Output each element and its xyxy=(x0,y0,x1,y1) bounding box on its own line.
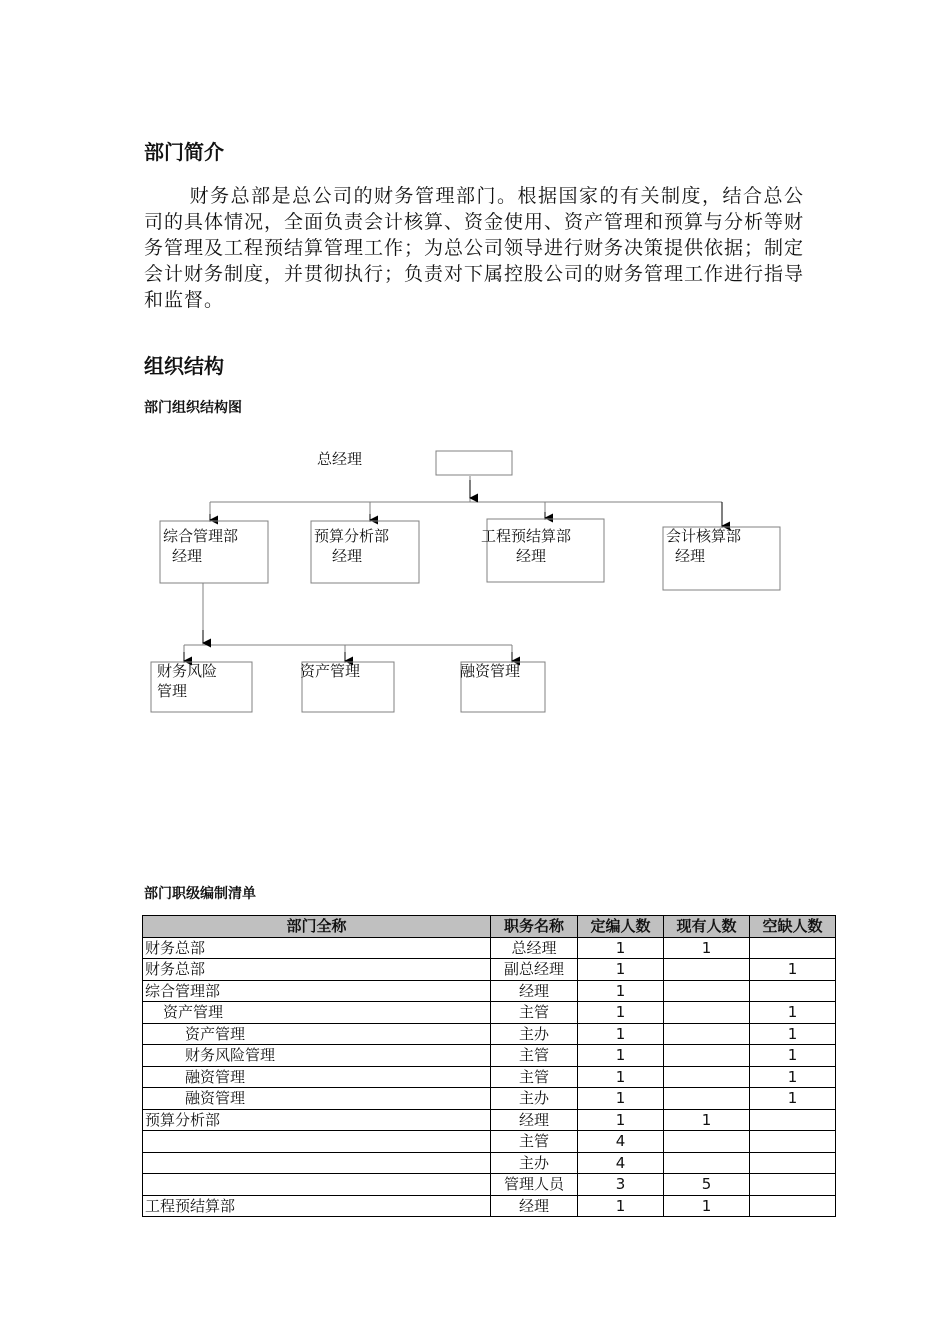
org-l2-label: 管理 xyxy=(157,682,188,700)
intro-paragraph: 财务总部是总公司的财务管理部门。根据国家的有关制度，结合总公司的具体情况，全面负责会计核算、资金使用、资产管理和预算与分析等财务管理及工程预结算管理工作；为总公司领导进行财务决策提供依据；制定会计财务制度，并贯彻执行；负责对下属控股公司的财务管理工作进行指导和监督。 xyxy=(144,185,805,311)
quota-cell: 1 xyxy=(578,1066,664,1088)
quota-cell: 1 xyxy=(578,1195,664,1217)
current-cell xyxy=(664,1066,750,1088)
org-chart-title: 部门组织结构图 xyxy=(144,400,242,416)
current-cell xyxy=(664,1088,750,1110)
col-header: 空缺人数 xyxy=(750,916,836,938)
current-cell xyxy=(664,980,750,1002)
title-cell: 经理 xyxy=(491,980,578,1002)
title-cell: 主办 xyxy=(491,1023,578,1045)
staffing-table xyxy=(142,915,836,1217)
dept-cell: 融资管理 xyxy=(143,1088,491,1110)
table-row xyxy=(143,1195,836,1217)
table-row xyxy=(143,1109,836,1131)
current-cell: 1 xyxy=(664,937,750,959)
vacant-cell: 1 xyxy=(750,1066,836,1088)
vacant-cell xyxy=(750,1195,836,1217)
vacant-cell xyxy=(750,937,836,959)
quota-cell: 1 xyxy=(578,1002,664,1024)
dept-cell: 财务风险管理 xyxy=(143,1045,491,1067)
vacant-cell xyxy=(750,1174,836,1196)
org-top-label: 总经理 xyxy=(317,450,363,468)
current-cell: 1 xyxy=(664,1195,750,1217)
title-cell: 主管 xyxy=(491,1002,578,1024)
table-row xyxy=(143,1131,836,1153)
vacant-cell: 1 xyxy=(750,1002,836,1024)
vacant-cell: 1 xyxy=(750,1023,836,1045)
current-cell: 5 xyxy=(664,1174,750,1196)
title-cell: 主办 xyxy=(491,1088,578,1110)
quota-cell: 1 xyxy=(578,980,664,1002)
table-row xyxy=(143,1152,836,1174)
quota-cell: 1 xyxy=(578,1088,664,1110)
dept-cell: 预算分析部 xyxy=(143,1109,491,1131)
dept-cell: 融资管理 xyxy=(143,1066,491,1088)
title-cell: 经理 xyxy=(491,1195,578,1217)
vacant-cell: 1 xyxy=(750,1088,836,1110)
dept-cell: 资产管理 xyxy=(143,1023,491,1045)
table-row xyxy=(143,1023,836,1045)
org-l1-label: 预算分析部 xyxy=(314,527,390,545)
col-header: 职务名称 xyxy=(491,916,578,938)
col-header: 现有人数 xyxy=(664,916,750,938)
vacant-cell xyxy=(750,980,836,1002)
vacant-cell xyxy=(750,1152,836,1174)
title-cell: 主管 xyxy=(491,1066,578,1088)
quota-cell: 4 xyxy=(578,1131,664,1153)
dept-cell xyxy=(143,1152,491,1174)
org-heading: 组织结构 xyxy=(144,354,224,378)
table-row xyxy=(143,959,836,981)
col-header: 部门全称 xyxy=(143,916,491,938)
quota-cell: 1 xyxy=(578,1023,664,1045)
org-l1-label: 会计核算部 xyxy=(666,527,742,545)
title-cell: 主办 xyxy=(491,1152,578,1174)
table-row xyxy=(143,1088,836,1110)
quota-cell: 1 xyxy=(578,1109,664,1131)
table-body xyxy=(143,937,836,1217)
staffing-title: 部门职级编制清单 xyxy=(144,886,256,902)
current-cell xyxy=(664,1045,750,1067)
dept-cell: 综合管理部 xyxy=(143,980,491,1002)
quota-cell: 1 xyxy=(578,1045,664,1067)
quota-cell: 3 xyxy=(578,1174,664,1196)
vacant-cell: 1 xyxy=(750,959,836,981)
current-cell xyxy=(664,1002,750,1024)
org-l1-label: 经理 xyxy=(516,547,547,565)
org-l1-label: 经理 xyxy=(675,547,706,565)
vacant-cell xyxy=(750,1109,836,1131)
dept-cell: 财务总部 xyxy=(143,959,491,981)
title-cell: 经理 xyxy=(491,1109,578,1131)
table-row xyxy=(143,980,836,1002)
quota-cell: 1 xyxy=(578,937,664,959)
dept-cell: 财务总部 xyxy=(143,937,491,959)
quota-cell: 1 xyxy=(578,959,664,981)
org-l2-label: 资产管理 xyxy=(300,662,361,680)
table-row xyxy=(143,1174,836,1196)
current-cell xyxy=(664,1023,750,1045)
intro-heading: 部门简介 xyxy=(144,140,224,164)
org-l1-label: 综合管理部 xyxy=(163,527,239,545)
org-arrows xyxy=(184,480,722,661)
org-l2-label: 财务风险 xyxy=(157,662,218,680)
current-cell: 1 xyxy=(664,1109,750,1131)
dept-cell xyxy=(143,1131,491,1153)
quota-cell: 4 xyxy=(578,1152,664,1174)
title-cell: 管理人员 xyxy=(491,1174,578,1196)
current-cell xyxy=(664,1131,750,1153)
org-l2-label: 融资管理 xyxy=(460,662,521,680)
title-cell: 副总经理 xyxy=(491,959,578,981)
current-cell xyxy=(664,1152,750,1174)
table-row xyxy=(143,1045,836,1067)
org-l1-label: 工程预结算部 xyxy=(481,527,572,545)
table-row xyxy=(143,1002,836,1024)
table-row xyxy=(143,1066,836,1088)
table-header-row xyxy=(143,916,836,938)
org-l1-label: 经理 xyxy=(332,547,363,565)
col-header: 定编人数 xyxy=(578,916,664,938)
title-cell: 总经理 xyxy=(491,937,578,959)
vacant-cell xyxy=(750,1131,836,1153)
title-cell: 主管 xyxy=(491,1045,578,1067)
table-row xyxy=(143,937,836,959)
org-l1-label: 经理 xyxy=(172,547,203,565)
current-cell xyxy=(664,959,750,981)
vacant-cell: 1 xyxy=(750,1045,836,1067)
org-box-top xyxy=(436,451,512,475)
title-cell: 主管 xyxy=(491,1131,578,1153)
dept-cell xyxy=(143,1174,491,1196)
dept-cell: 资产管理 xyxy=(143,1002,491,1024)
dept-cell: 工程预结算部 xyxy=(143,1195,491,1217)
